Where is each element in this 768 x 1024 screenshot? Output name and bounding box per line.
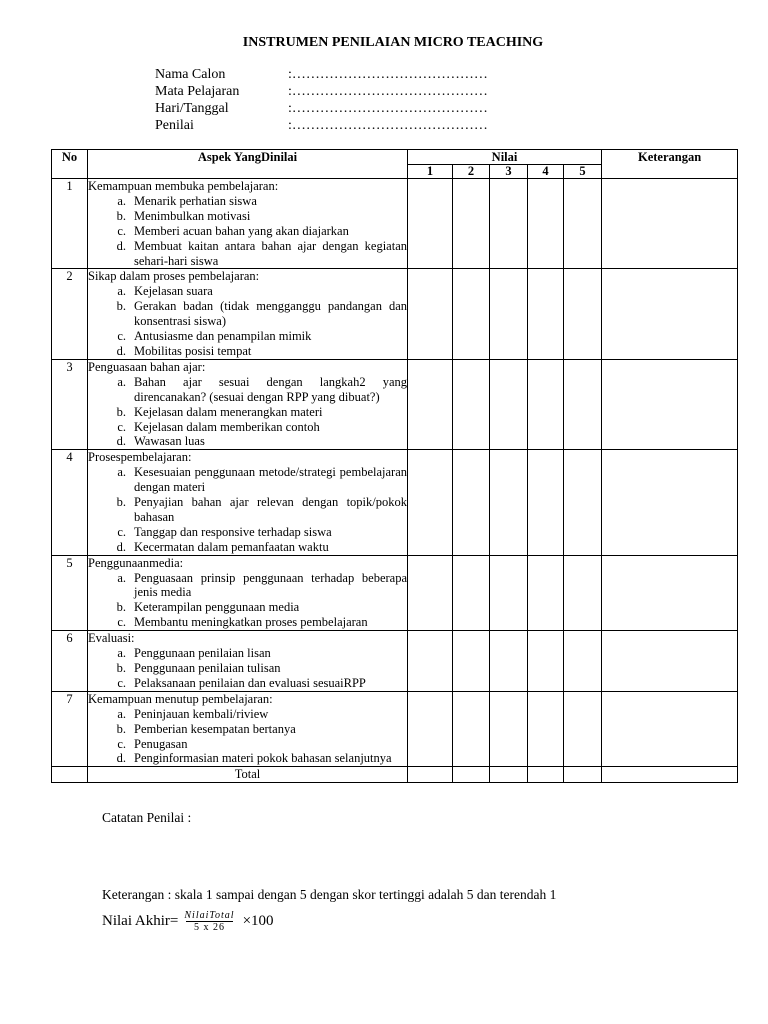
- score-cell[interactable]: [528, 269, 564, 359]
- total-keterangan-cell[interactable]: [602, 767, 738, 783]
- item-letter: b.: [116, 299, 126, 314]
- score-cell[interactable]: [408, 631, 453, 692]
- field-blank: :……………………………………: [288, 84, 488, 99]
- score-cell[interactable]: [490, 631, 528, 692]
- item-letter: d.: [116, 751, 126, 766]
- table-row: [52, 179, 738, 269]
- aspek-cell: [88, 450, 408, 555]
- score-cell[interactable]: [408, 359, 453, 449]
- table-row: [52, 359, 738, 449]
- aspek-cell: [88, 269, 408, 359]
- total-score-cell[interactable]: [490, 767, 528, 783]
- item-text: Membuat kaitan antara bahan ajar dengan kegiatan sehari-hari siswa: [134, 238, 407, 268]
- score-cell[interactable]: [528, 631, 564, 692]
- list-item: [88, 434, 407, 449]
- keterangan-cell[interactable]: [602, 359, 738, 449]
- item-letter: b.: [116, 404, 126, 419]
- list-item: [88, 707, 407, 722]
- list-item: [88, 525, 407, 540]
- item-letter: a.: [117, 570, 126, 585]
- item-letter: a.: [117, 706, 126, 721]
- field-label: Mata Pelajaran: [155, 84, 240, 99]
- aspek-cell: [88, 179, 408, 269]
- formula-fraction: [180, 910, 238, 933]
- list-item: [88, 239, 407, 269]
- score-cell[interactable]: [453, 269, 490, 359]
- header-nilai: Nilai: [408, 150, 602, 165]
- row-number: 7: [52, 691, 88, 767]
- list-item: [88, 722, 407, 737]
- table-row: [52, 269, 738, 359]
- item-text: Kesesuaian penggunaan metode/strategi pembelajaran dengan materi: [134, 465, 407, 495]
- score-cell[interactable]: [490, 269, 528, 359]
- item-text: Penggunaan penilaian tulisan: [134, 661, 281, 675]
- item-text: Menimbulkan motivasi: [134, 208, 251, 223]
- score-cell[interactable]: [490, 179, 528, 269]
- field-nama-calon: [155, 66, 488, 83]
- list-item: [88, 495, 407, 525]
- field-blank: :……………………………………: [288, 101, 488, 116]
- total-empty: [52, 767, 88, 783]
- formula-multiplier: ×100: [242, 913, 274, 929]
- item-text: Menarik perhatian siswa: [134, 193, 257, 208]
- score-cell[interactable]: [408, 179, 453, 269]
- item-letter: c.: [117, 615, 126, 630]
- total-score-cell[interactable]: [408, 767, 453, 783]
- list-item: [88, 284, 407, 299]
- document-title: INSTRUMEN PENILAIAN MICRO TEACHING: [242, 35, 544, 50]
- item-text: Kejelasan dalam memberikan contoh: [134, 419, 320, 434]
- item-text: Mobilitas posisi tempat: [134, 343, 252, 358]
- item-text: Penyajian bahan ajar relevan dengan topik/pokok bahasan: [134, 495, 407, 524]
- list-item: [88, 224, 407, 239]
- header-score: 5: [564, 165, 602, 179]
- item-text: Penggunaan penilaian lisan: [134, 646, 271, 661]
- field-label: Nama Calon: [155, 67, 226, 82]
- item-letter: b.: [116, 721, 126, 736]
- list-item: [88, 615, 407, 630]
- item-letter: c.: [117, 675, 126, 690]
- keterangan-cell[interactable]: [602, 179, 738, 269]
- score-cell[interactable]: [564, 450, 602, 555]
- score-cell[interactable]: [490, 691, 528, 767]
- assessment-table: [51, 149, 738, 783]
- score-cell[interactable]: [408, 269, 453, 359]
- score-cell[interactable]: [453, 179, 490, 269]
- header-score: 3: [490, 165, 528, 179]
- field-label: Penilai: [155, 118, 194, 133]
- total-score-cell[interactable]: [528, 767, 564, 783]
- field-penilai: [155, 117, 488, 134]
- score-cell[interactable]: [564, 269, 602, 359]
- keterangan-note: Keterangan : skala 1 sampai dengan 5 dengan skor tertinggi adalah 5 dan terendah 1: [102, 887, 557, 902]
- list-item: [88, 465, 407, 495]
- item-text: Penginformasian materi pokok bahasan selanjutnya: [134, 751, 392, 766]
- keterangan-cell[interactable]: [602, 555, 738, 631]
- aspek-category: Kemampuan membuka pembelajaran:: [88, 179, 279, 193]
- item-text: Pemberian kesempatan bertanya: [134, 721, 296, 736]
- score-cell[interactable]: [408, 691, 453, 767]
- score-cell[interactable]: [528, 450, 564, 555]
- aspek-cell: [88, 631, 408, 692]
- score-cell[interactable]: [564, 691, 602, 767]
- item-text: Kejelasan suara: [134, 284, 213, 299]
- keterangan-cell[interactable]: [602, 691, 738, 767]
- item-letter: b.: [116, 600, 126, 615]
- identity-fields: [155, 66, 488, 134]
- field-blank: :……………………………………: [288, 67, 488, 82]
- list-item: [88, 661, 407, 676]
- score-cell[interactable]: [490, 450, 528, 555]
- aspek-category: Penggunaanmedia:: [88, 555, 184, 570]
- formula-denominator: 5 x 26: [186, 921, 233, 933]
- aspek-category: Kemampuan menutup pembelajaran:: [88, 691, 273, 706]
- item-text: Bahan ajar sesuai dengan langkah2 yang direncanakan? (sesuai dengan RPP yang dibuat?): [134, 374, 407, 404]
- item-letter: a.: [117, 465, 126, 480]
- item-letter: b.: [116, 661, 126, 675]
- keterangan-cell[interactable]: [602, 269, 738, 359]
- aspek-items: [88, 707, 407, 767]
- aspek-items: [88, 571, 407, 631]
- item-letter: d.: [116, 539, 126, 554]
- aspek-cell: [88, 555, 408, 631]
- item-text: Gerakan badan (tidak mengganggu pandangan dan konsentrasi siswa): [134, 299, 407, 329]
- list-item: [88, 600, 407, 615]
- score-cell[interactable]: [490, 555, 528, 631]
- score-cell[interactable]: [528, 179, 564, 269]
- list-item: [88, 344, 407, 359]
- score-cell[interactable]: [564, 359, 602, 449]
- list-item: [88, 329, 407, 344]
- table-row: [52, 631, 738, 692]
- list-item: [88, 540, 407, 555]
- list-item: [88, 420, 407, 435]
- total-score-cell[interactable]: [453, 767, 490, 783]
- list-item: [88, 737, 407, 752]
- field-mata-pelajaran: [155, 83, 488, 100]
- header-score: 2: [453, 165, 490, 179]
- item-letter: d.: [116, 238, 126, 253]
- item-text: Antusiasme dan penampilan mimik: [134, 329, 312, 344]
- table-row: [52, 450, 738, 555]
- header-keterangan: Keterangan: [602, 150, 738, 179]
- row-number: 1: [52, 179, 88, 269]
- score-cell[interactable]: [453, 691, 490, 767]
- item-letter: c.: [117, 736, 126, 751]
- row-number: 2: [52, 269, 88, 359]
- item-text: Tanggap dan responsive terhadap siswa: [134, 524, 332, 539]
- list-item: [88, 751, 407, 766]
- item-letter: d.: [116, 434, 126, 449]
- score-cell[interactable]: [453, 555, 490, 631]
- list-item: [88, 676, 407, 691]
- aspek-items: [88, 194, 407, 269]
- list-item: [88, 571, 407, 601]
- header-aspek: Aspek YangDinilai: [88, 150, 408, 179]
- total-label: Total: [88, 767, 408, 783]
- score-cell[interactable]: [528, 359, 564, 449]
- aspek-category: Prosespembelajaran:: [88, 450, 192, 465]
- item-text: Penugasan: [134, 736, 188, 751]
- item-letter: c.: [117, 329, 126, 344]
- header-no: No: [52, 150, 88, 179]
- list-item: [88, 646, 407, 661]
- list-item: [88, 299, 407, 329]
- item-text: Kejelasan dalam menerangkan materi: [134, 404, 323, 419]
- item-letter: a.: [117, 646, 126, 661]
- score-cell[interactable]: [564, 555, 602, 631]
- field-blank: :……………………………………: [288, 118, 488, 133]
- item-letter: c.: [117, 524, 126, 539]
- formula-numerator: NilaiTotal: [184, 910, 235, 921]
- row-number: 5: [52, 555, 88, 631]
- row-number: 6: [52, 631, 88, 692]
- table-row: [52, 555, 738, 631]
- item-letter: d.: [116, 343, 126, 358]
- item-letter: c.: [117, 419, 126, 434]
- row-number: 3: [52, 359, 88, 449]
- final-score-formula: [102, 910, 274, 933]
- aspek-items: [88, 375, 407, 450]
- score-cell[interactable]: [564, 179, 602, 269]
- score-cell[interactable]: [564, 631, 602, 692]
- field-hari-tanggal: [155, 100, 488, 117]
- list-item: [88, 209, 407, 224]
- score-cell[interactable]: [490, 359, 528, 449]
- row-number: 4: [52, 450, 88, 555]
- item-text: Penguasaan prinsip penggunaan terhadap beberapa jenis media: [134, 570, 407, 600]
- list-item: [88, 375, 407, 405]
- item-letter: a.: [117, 374, 126, 389]
- aspek-cell: [88, 691, 408, 767]
- keterangan-cell[interactable]: [602, 631, 738, 692]
- aspek-cell: [88, 359, 408, 449]
- score-cell[interactable]: [408, 450, 453, 555]
- aspek-category: Penguasaan bahan ajar:: [88, 359, 206, 374]
- keterangan-cell[interactable]: [602, 450, 738, 555]
- aspek-items: [88, 284, 407, 359]
- score-cell[interactable]: [453, 450, 490, 555]
- item-text: Wawasan luas: [134, 434, 205, 449]
- table-row: [52, 691, 738, 767]
- catatan-penilai: Catatan Penilai :: [102, 810, 192, 825]
- score-cell[interactable]: [408, 555, 453, 631]
- score-cell[interactable]: [528, 555, 564, 631]
- total-score-cell[interactable]: [564, 767, 602, 783]
- item-text: Membantu meningkatkan proses pembelajaran: [134, 615, 368, 630]
- aspek-category: Sikap dalam proses pembelajaran:: [88, 269, 260, 284]
- item-letter: b.: [116, 495, 126, 510]
- aspek-items: [88, 646, 407, 691]
- item-letter: b.: [116, 208, 126, 223]
- formula-label: Nilai Akhir=: [102, 913, 179, 929]
- score-cell[interactable]: [453, 631, 490, 692]
- header-score: 4: [528, 165, 564, 179]
- header-score: 1: [408, 165, 453, 179]
- list-item: [88, 405, 407, 420]
- item-text: Memberi acuan bahan yang akan diajarkan: [134, 223, 349, 238]
- item-text: Pelaksanaan penilaian dan evaluasi sesuaiRPP: [134, 675, 366, 690]
- aspek-category: Evaluasi:: [88, 631, 135, 646]
- field-label: Hari/Tanggal: [155, 101, 229, 116]
- item-text: Kecermatan dalam pemanfaatan waktu: [134, 539, 329, 554]
- item-letter: a.: [117, 284, 126, 299]
- aspek-items: [88, 465, 407, 554]
- list-item: [88, 194, 407, 209]
- item-letter: a.: [117, 193, 126, 208]
- item-letter: c.: [117, 223, 126, 238]
- score-cell[interactable]: [528, 691, 564, 767]
- item-text: Peninjauan kembali/riview: [134, 706, 269, 721]
- score-cell[interactable]: [453, 359, 490, 449]
- item-text: Keterampilan penggunaan media: [134, 600, 300, 615]
